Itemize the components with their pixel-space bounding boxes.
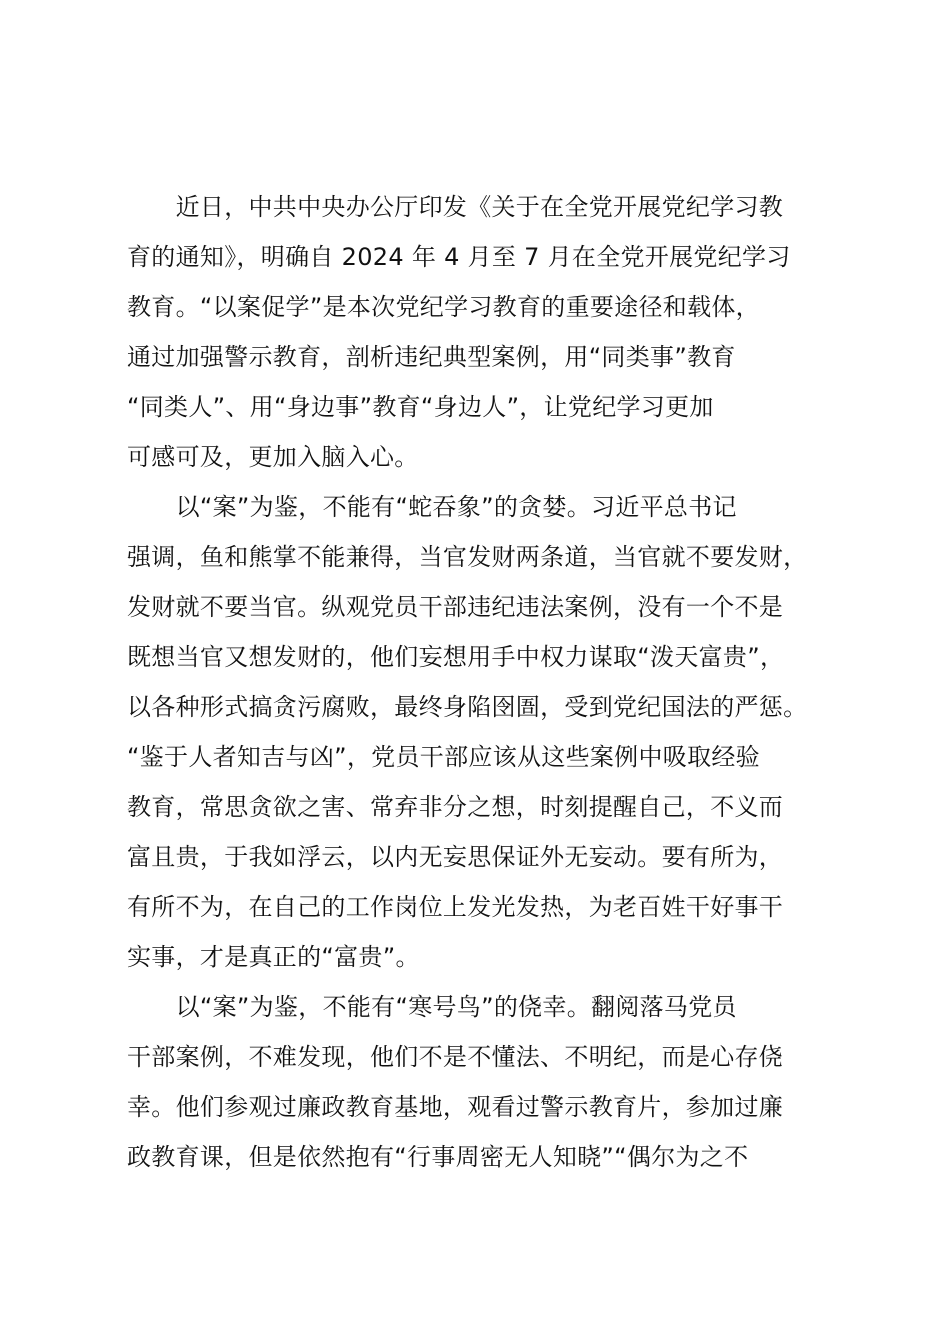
paragraph-1-line-3: 教育。“以案促学”是本次党纪学习教育的重要途径和载体， bbox=[127, 293, 760, 321]
paragraph-2-line-4: 既想当官又想发财的，他们妄想用手中权力谋取“泼天富贵”， bbox=[127, 643, 785, 671]
paragraph-2-line-10: 实事，才是真正的“富贵”。 bbox=[127, 943, 420, 971]
paragraph-3-line-1: 以“案”为鉴，不能有“寒号鸟”的侥幸。翻阅落马党员 bbox=[127, 993, 737, 1021]
paragraph-2-line-8: 富且贵，于我如浮云，以内无妄思保证外无妄动。要有所为， bbox=[127, 843, 784, 871]
paragraph-2-line-2: 强调，鱼和熊掌不能兼得，当官发财两条道，当官就不要发财， bbox=[127, 543, 808, 571]
paragraph-3-line-3: 幸。他们参观过廉政教育基地，观看过警示教育片，参加过廉 bbox=[127, 1093, 784, 1121]
paragraph-1-line-4: 通过加强警示教育，剖析违纪典型案例，用“同类事”教育 bbox=[127, 343, 736, 371]
paragraph-1-line-1: 近日，中共中央办公厅印发《关于在全党开展党纪学习教 bbox=[127, 193, 784, 221]
paragraph-2-line-5: 以各种形式搞贪污腐败，最终身陷囹圄，受到党纪国法的严惩。 bbox=[127, 693, 808, 721]
paragraph-1-line-5: “同类人”、用“身边事”教育“身边人”，让党纪学习更加 bbox=[127, 393, 714, 421]
paragraph-2-line-7: 教育，常思贪欲之害、常弃非分之想，时刻提醒自己，不义而 bbox=[127, 793, 784, 821]
paragraph-2-line-3: 发财就不要当官。纵观党员干部违纪违法案例，没有一个不是 bbox=[127, 593, 784, 621]
paragraph-3-line-4: 政教育课，但是依然抱有“行事周密无人知晓”“偶尔为之不 bbox=[127, 1143, 749, 1171]
document-body bbox=[127, 182, 853, 1182]
paragraph-3-line-2: 干部案例，不难发现，他们不是不懂法、不明纪，而是心存侥 bbox=[127, 1043, 784, 1071]
paragraph-2-line-9: 有所不为，在自己的工作岗位上发光发热，为老百姓干好事干 bbox=[127, 893, 784, 921]
paragraph-1-line-6: 可感可及，更加入脑入心。 bbox=[127, 443, 419, 471]
paragraph-2-line-6: “鉴于人者知吉与凶”，党员干部应该从这些案例中吸取经验 bbox=[127, 743, 760, 771]
paragraph-1-line-2: 育的通知》，明确自 2024 年 4 月至 7 月在全党开展党纪学习 bbox=[127, 243, 791, 271]
paragraph-2-line-1: 以“案”为鉴，不能有“蛇吞象”的贪婪。习近平总书记 bbox=[127, 493, 737, 521]
